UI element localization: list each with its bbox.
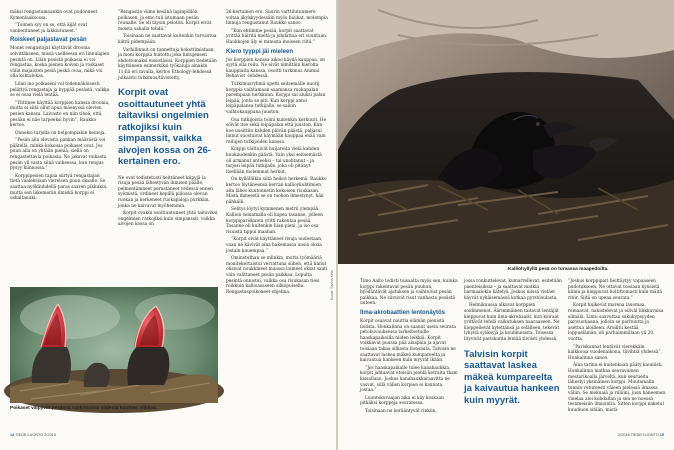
paragraph: jossa ronkuttelevat, kumarrellevat, esitetään paenteisiksia – ja saattavat matkia barmaalokin kätelyä. Joskus niissä vieläet käyvät nykäisemässä kotkaa pyrstösulasta. bbox=[464, 279, 562, 301]
pull-quote: Korpit ovat osoittautuneet yhtä taitaviksi ongelmien ratkojiksi kuin simpanssit, vaikka aivojen kossa on 26-kertainen ero. bbox=[118, 87, 211, 168]
paragraph: Onneksi tarjolla on helpompiakin keinoja. bbox=[15, 130, 106, 136]
paragraph: ”Pesän alla olevasta pankan määrästä voi päätellä, minkä-kokoisia poikaset ovat. Jos puun alla on yhtään pieniä, siellä on rengastettavia poikasia. Ne jakavat ruikasta pesän yli vasta siinä vaiheessa, kun rengas pysyy kiinnossa.” bbox=[10, 138, 107, 172]
paragraph: Osa tutkijoista toimi kuitenkin kerkuuri. He söivät itse sekä leipäpalan että juuston. Kun koe uusittiin kahden päivän päästä, paljasui linnut suostuivat käymään kauppaa enää vain reilujen tutkijoiden kanssa. bbox=[226, 117, 327, 145]
paragraph: ”Rengastin viime kesänä lapinpöllön poikasen, ja emo tuli istumaan pesän reunalle. Se oli täysin pelotön. Korpit eivät moista uskalla tehdä.” bbox=[118, 10, 212, 32]
paragraph: On kyllöllilkin siitä heikot herkemä. Raukko kertoo löytäneensä kerran kallioykohtimien alta lähes kuutonnetin kokoisen risukasan. Mistä ihmeestä se on tuohon ilmestynyt, hän pähkäili. bbox=[226, 177, 327, 205]
paragraph: ”Ylittinee käyttää korppien kanssa droonia, mutta ei siitä ollut apua mäenyssä olevien pesien kanssa. Laivasto on niin tiheä, että pesään ei näe tarpeeksi hyvin”, Raukko kertoo. bbox=[10, 100, 110, 129]
left-page bbox=[0, 0, 336, 450]
paragraph: Timo Aalto todisti toisaalta myös sen, kuinka korppi rakentavat pesän puuhun, hyödäntävät ajatuksen ja vaihtoivat pesän paikkaa. Ne siirsivät risut vanhasta pesästä uuteen. bbox=[360, 279, 458, 307]
ravens-photo-image bbox=[338, 0, 674, 264]
section-heading: Kiero tyyppi jäi mieleen bbox=[226, 48, 294, 55]
pull-quote: Talvisin korpit saattavat laskea mäkeä kumpareelta ja kaivautua hankeen kuin myyrät. bbox=[464, 348, 560, 406]
chicks-photo-image bbox=[10, 287, 218, 403]
magazine-name: TIEDE LUONTO bbox=[630, 433, 659, 437]
section-heading: Roiskeet paljastavat pesän bbox=[10, 37, 87, 44]
issue-number: 2/2016 bbox=[618, 433, 630, 437]
paragraph: Ominstuthan se mlinkin, mutta työmääriä monitekertaistui verrattuna siihen, että linnut olisivat noukkineet maassa loimeet oksat saati vain valittaneet pesän paikkaa. Lopulta pesintä onnistui, vaikka osa risukasan tiesi roikkuin kallioasaseen silkopuisella. Rengastuspoikoneet-ohjelma. bbox=[226, 256, 328, 295]
paragraph: ”Jos haaskapaikalle tulee kanahaukkia, korpit jahtaavat eteisiin pienlä kotraita tham kissallaan. Joskus kanahaukkaraavitta ne vasvat, sillä välien korpien ei kannata jostaa.” bbox=[360, 365, 458, 394]
paragraph: Toisinaan ne saattavat kuitenkin turvautua käträ pidempään. bbox=[118, 34, 217, 45]
paragraph: Luontokuvaajan aika ei käy koskaan pitkäksi korppeja seuratessa. bbox=[360, 395, 444, 407]
right-column-3 bbox=[568, 279, 666, 416]
issue-number: 2/2016 bbox=[44, 433, 56, 437]
paragraph: Selitys löytyi kymmenen metrii ylempää. Kallion seinamalla oli kapea tasanne, jolleen korppipariskunta yritti rakentaa pesää. Tasanne oli kuitenkin liian pieni, ja iso osa risuista tippui maahan. bbox=[226, 207, 323, 235]
left-column-1 bbox=[10, 10, 110, 204]
paragraph: Ne ovat todistetusti heittäneet kiipyjä ia risuja pesää lähestyvän ihmisen päälle, pelmentämneet perustaneet vedessä ennen syömistä, ordineet kepillä piilossa olevan ruokaa ja kerkeneet ruokapaloja purkkiin, jonka ne kaivavat myöhemmin. bbox=[118, 175, 213, 209]
paragraph: Aina tarina ei kuitenkaan pääty kauniisti. Honkalinna matkaa seuravuinen mestarikoalla järveltä, kun seurueita lähestyi yksinäinen korppi. Muutamalla tunnin vetureesti väleen pielessä ilmassa väliin. Se mekuaiä ja riiliiini, juon häneemen vinelaa aloi kohdaltan ja sen ne noessä tesnmeisiin ilmiointia. Sitten korppi naketul kuudiuon sitään, mistä bbox=[568, 363, 666, 414]
paragraph: 26-kertainen ero. Suurin varttilutnumere voltaa äkykkyydessäin myös haukat, molempia linnuja rengastanut Raukko sanoo. bbox=[226, 10, 328, 27]
paragraph: ”Joskus korppipari heittäytyy vapaaseen pudotukseen. Ne ottavat toisiaan kynsistä kiinni ja kieppuvat holtittomasti kuin mäitä ritiir. Siitä on upeaa seurata.” bbox=[568, 279, 663, 301]
page-number: 15 bbox=[659, 433, 664, 437]
paragraph: Korpit osaavat nauttia elämän pienistä ilolista. Honkalinna on saanut usein seurata petokuvauksessa tarkeitsetuille haaskapaikoilla niiden leikkiä. Korpit voikkavat puussa pää alaspäin ja ajavat toisiaan takaa silkasta ilonsauta. Talvisin ne saattavat laskea mäkeä kumpareelta ja kaivautua hankeen kuin myyrät ikään. bbox=[360, 318, 456, 364]
paragraph: Helmikuussa alkavat korppien soidinmenot. Äärimmäinen taitavat lentäjät kieppuvat kuin ilma-akrobaatit, kun koiraat yrittävät tehdä vaikutuksen naaraaseen. Ne kieppeilevät kylettänsä ja selälleen, tekevät lyhyitä syöksyjä ja kouhkuisista. Toisessa lityvivät pariskunta lentää tiiviisti yhdessä. bbox=[464, 303, 560, 342]
right-page bbox=[330, 0, 674, 450]
left-column-3 bbox=[226, 10, 328, 297]
ravens-photo bbox=[338, 0, 674, 264]
paragraph: ”Toimen syy on se, että äijät ovat vanhentuneet ja lakkiutuneet.” bbox=[10, 23, 88, 34]
paragraph: Jos korppien kanssa aikoo käydä kauppaa, on syytä olla reilu. Ne eivät nimittäin kierolta kauppiaita kanssa, osoitti turkimus Animal Behavior -lehdessä. bbox=[226, 57, 325, 80]
paragraph: Monet rengastajat käyttävät droonia selvittäkseen, missä vaelleessa eri linnulajien pesintä on. Lilan pesistä poikasia ei voi rengastaa, koska pienen koiven ja roskaset välin majaisten pesiä peskä ovaa, mikä voi olla kohtalokas. bbox=[10, 46, 110, 80]
paragraph: ”Korpit eivät käyttäneet risuja uudestaan, vaan ne kävivät aina hakemassa uusia oksia jostain kauempaa.” bbox=[226, 237, 323, 254]
ravens-photo-caption: Kalliohyllyllä pesä on turvassa maapedoilta. bbox=[508, 267, 609, 272]
chicks-photo bbox=[10, 287, 218, 403]
paragraph: Lilan ino poikaseni vol todennäköisesti pelättyä rengastaja ja hyppää pesästä, vaikka se ei osaa vielä lentää. bbox=[10, 81, 110, 99]
paragraph: Varhillinnut on tunnettuja hokottimistaan, ja moni korppia huitottu joka lintujensen ehdottomaksi eissistäsisi. Korppien tiedetään käyttäneen esimerkiksi työkaluja ainakin 11:llä eri tavalla, kertoo Ethology-lehdessä julkaistu tutkimus/tiivistetty. bbox=[118, 47, 217, 81]
section-heading: Ilma-akrobaattien lentonäytös bbox=[360, 309, 446, 316]
paragraph: mäksi rengastamaankin ovat pudonneet Kymenlaaksossa. bbox=[10, 10, 98, 21]
magazine-name: TIEDE LUONTO bbox=[15, 433, 44, 437]
right-column-2 bbox=[464, 279, 562, 414]
paragraph: Korpit kulkevat marena lauomaa, remaavat, nahistelevat ja eiliväl lilikkuvaisa silmälä. Lintu saavuttaa sukukypsyyden parivuotiaana, jolloin se parituutta ja asettua aloilleen. Aroilitu kestää loppuelämän, eli parhaimmillaan yli 20 vuotta. bbox=[568, 303, 664, 342]
page-number: 14 bbox=[10, 433, 15, 437]
left-footer bbox=[10, 433, 56, 437]
chicks-photo-caption: Poikaset väipyvät pesässä ruokittuvina viidestä kuuteen viikkoa. bbox=[10, 406, 158, 411]
paragraph: ”Pariskunnat lentävät vierekkäin kalkkoisa vuodenaikona, tiivihtiä yhdessä”, Honkalinna sanoo. bbox=[568, 344, 662, 361]
paragraph: Toisinaan ne kerääntyvät rinkiin, bbox=[365, 408, 437, 414]
paragraph: Korppi väittuivät huijareita vielä kahden kuukaudenkin päästä. Vain yksi seitsemästä oli armanut anteeksi – tai unohtanut – ja tarjosi leipää tutkijalle, joka oli pitänyt itsellään molemmat herkut. bbox=[226, 147, 322, 175]
paragraph: ”Kun ehtimme pesää, korpit saattavat yrittää häiritä meitä ja johdattaa eri suuntaan. Haukkojen äly ei minusta moiseen riitä.” bbox=[226, 28, 328, 45]
paragraph: Korppipesien tapaa siirtyä rengastajan tietä vaaleksiaan vierelsen puun oksalle. Se saattaa nyökäuhdellä paras saaren pikkukin, mutta sen liikemerän ilmiskä korppi ei uskaltanuki. bbox=[10, 173, 108, 202]
paragraph: Korpit ovakin osoittautuneet yhtä taitaviksi ongelmien ratkojiksi kuin simpanssit, vaikka aivojen kossa on bbox=[118, 211, 218, 228]
right-footer bbox=[618, 433, 664, 437]
paragraph: Tutkimusryhmä opetti seitsemälle nuorij korppia vaihtamaan saamansa ruokapalan parempaan herkkuun. Korppi sai aluksi palan leipää, jonta se piti. Kun korppi antoi leipäpalansa tutkijalle, se saikin vaihtokauppana juuston. bbox=[226, 81, 326, 115]
photo-credit: Kuvat: Sanna Kelo bbox=[330, 270, 334, 300]
left-column-2 bbox=[118, 10, 218, 230]
right-column-1 bbox=[360, 279, 458, 416]
